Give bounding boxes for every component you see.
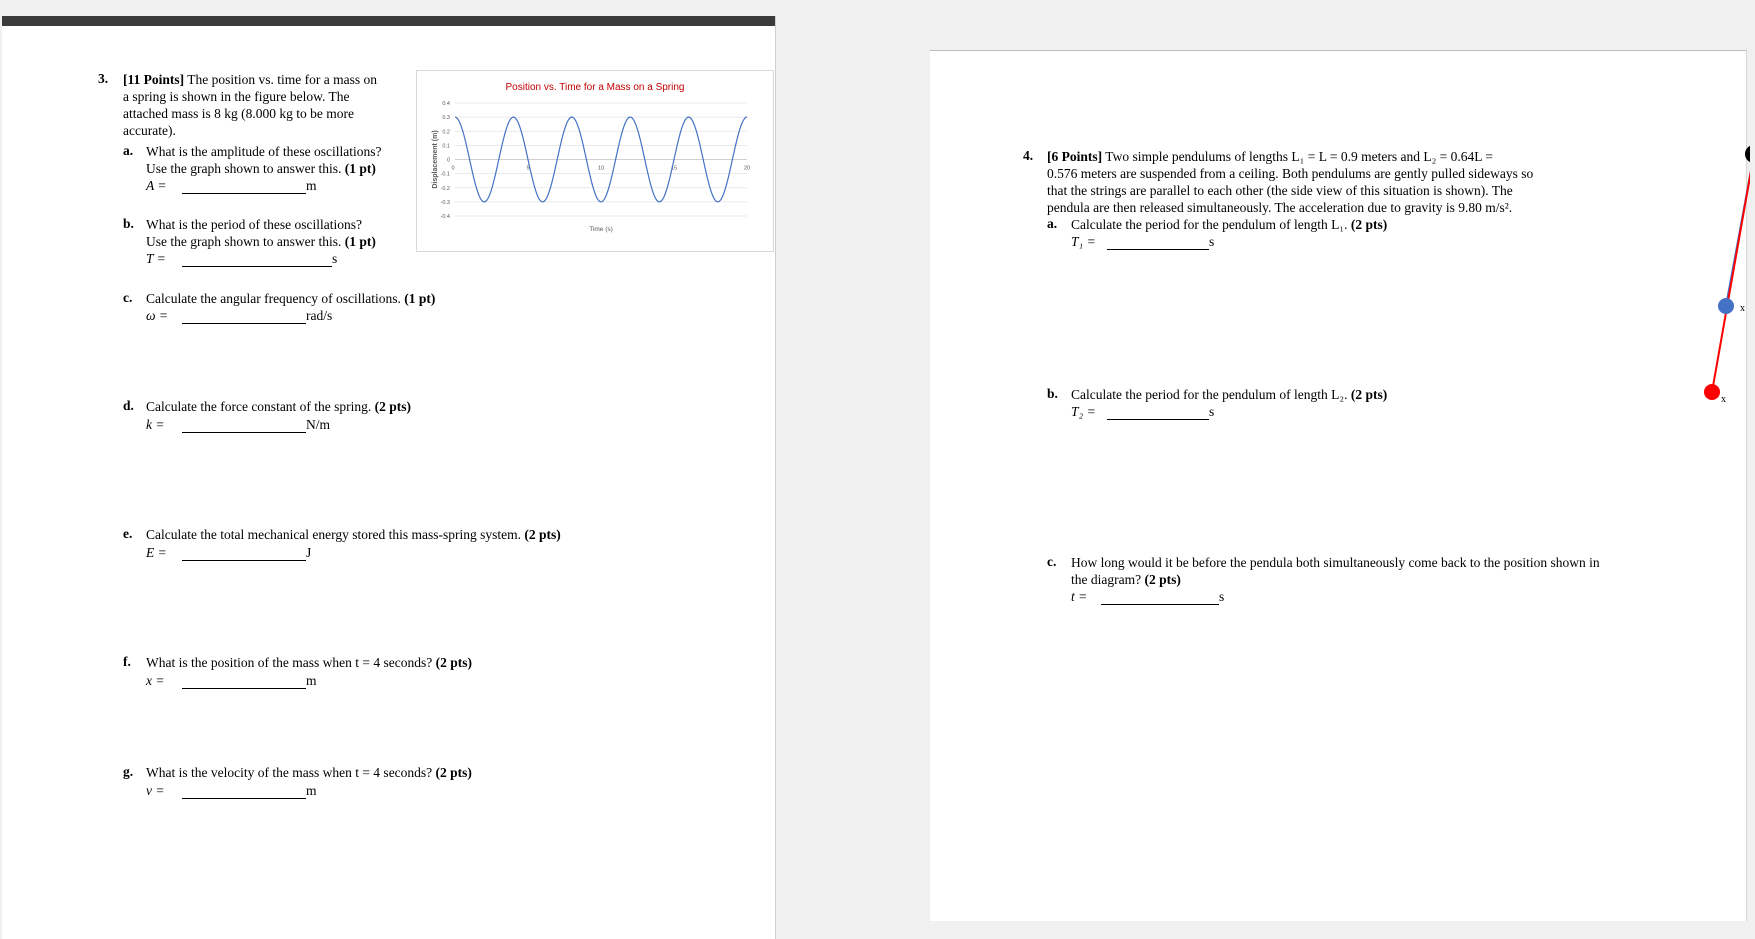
part-a-points: (1 pt) xyxy=(344,161,376,176)
answer-blank[interactable] xyxy=(1107,236,1209,250)
answer-unit: s xyxy=(1219,589,1225,604)
answer-blank[interactable] xyxy=(182,675,306,689)
answer-variable: x = xyxy=(146,673,165,688)
answer-unit: N/m xyxy=(306,417,331,432)
part-a-question xyxy=(146,143,381,177)
part-4b-points: (2 pts) xyxy=(1350,387,1388,402)
part-4c-answer xyxy=(1071,588,1224,605)
part-e-line1: Calculate the total mechanical energy stored this mass-spring system. xyxy=(146,527,522,542)
part-c-answer xyxy=(146,307,332,324)
part-b-points: (1 pt) xyxy=(344,234,376,249)
part-d-letter: d. xyxy=(123,398,134,413)
part-4b-answer xyxy=(1071,403,1214,420)
part-4a-answer xyxy=(1071,233,1214,250)
part-d-points: (2 pts) xyxy=(374,399,412,414)
answer-variable: T₁ = xyxy=(1071,234,1096,249)
answer-blank[interactable] xyxy=(1107,406,1209,420)
x-tick-label: 10 xyxy=(597,165,605,172)
answer-unit: s xyxy=(332,251,338,266)
part-4a-points: (2 pts) xyxy=(1350,217,1388,232)
answer-blank[interactable] xyxy=(182,310,306,324)
question-3-number: 3. xyxy=(98,71,109,86)
stem-line: Two simple pendulums of lengths L₁ = L = 0.9 meters and L₂ = 0.64L = xyxy=(1105,149,1494,164)
part-b-question xyxy=(146,216,376,250)
stem-line: accurate). xyxy=(123,123,176,138)
answer-variable: T₂ = xyxy=(1071,404,1096,419)
answer-variable: A = xyxy=(146,178,167,193)
answer-unit: s xyxy=(1209,404,1215,419)
part-d-line1: Calculate the force constant of the spring. xyxy=(146,399,372,414)
answer-variable: v = xyxy=(146,783,165,798)
part-e-letter: e. xyxy=(123,526,133,541)
part-4c-letter: c. xyxy=(1047,554,1057,569)
part-c-letter: c. xyxy=(123,290,133,305)
answer-blank[interactable] xyxy=(1101,591,1219,605)
x-tick-label: 0 xyxy=(451,165,455,172)
right-page xyxy=(930,50,1747,921)
stem-line: a spring is shown in the figure below. The xyxy=(123,89,350,104)
question-4-number: 4. xyxy=(1023,148,1034,163)
part-b-line2: Use the graph shown to answer this. xyxy=(146,234,342,249)
answer-blank[interactable] xyxy=(182,180,306,194)
part-f-points: (2 pts) xyxy=(435,655,472,670)
part-f-answer xyxy=(146,672,317,689)
position-time-chart xyxy=(416,70,774,252)
part-4c-line1: How long would it be before the pendula both simultaneously come back to the position shown in xyxy=(1071,555,1600,570)
answer-variable: T = xyxy=(146,251,166,266)
page-top-bar xyxy=(2,16,775,26)
part-e-answer xyxy=(146,544,311,561)
long-pendulum-bob xyxy=(1704,384,1720,400)
part-e-points: (2 pts) xyxy=(524,527,561,542)
part-g-question xyxy=(146,764,472,781)
answer-variable: E = xyxy=(146,545,167,560)
blue-bob-label: x xyxy=(1740,303,1745,314)
question-3-points: [11 Points] xyxy=(123,72,185,87)
pivot-point xyxy=(1745,145,1750,163)
answer-variable: ω = xyxy=(146,308,169,323)
part-c-points: (1 pt) xyxy=(404,291,436,306)
answer-blank[interactable] xyxy=(182,253,332,267)
y-tick-label: 0 xyxy=(446,157,450,164)
y-tick-label: 0.3 xyxy=(442,115,450,122)
long-pendulum-string xyxy=(1712,154,1750,392)
answer-variable: t = xyxy=(1071,589,1088,604)
part-c-line1: Calculate the angular frequency of oscillations. xyxy=(146,291,401,306)
chart-svg xyxy=(417,71,773,251)
answer-unit: s xyxy=(1209,234,1215,249)
pendulum-diagram xyxy=(1610,139,1750,419)
stem-line: pendula are then released simultaneously. The acceleration due to gravity is 9.80 m/s². xyxy=(1047,200,1513,215)
answer-blank[interactable] xyxy=(182,785,306,799)
part-f-line1: What is the position of the mass when t = 4 seconds? xyxy=(146,655,433,670)
part-f-letter: f. xyxy=(123,654,131,669)
stem-line: attached mass is 8 kg (8.000 kg to be more xyxy=(123,106,354,121)
question-4-points: [6 Points] xyxy=(1047,149,1103,164)
question-3-stem xyxy=(123,71,413,139)
part-b-answer xyxy=(146,250,337,267)
answer-blank[interactable] xyxy=(182,547,306,561)
y-tick-label: -0.2 xyxy=(440,185,450,192)
y-tick-label: 0.4 xyxy=(442,101,450,107)
stem-line: The position vs. time for a mass on xyxy=(187,72,378,87)
stem-line: that the strings are parallel to each other (the side view of this situation is shown). The xyxy=(1047,183,1513,198)
part-a-line2: Use the graph shown to answer this. xyxy=(146,161,342,176)
part-g-line1: What is the velocity of the mass when t = 4 seconds? xyxy=(146,765,433,780)
y-tick-label: 0.1 xyxy=(442,143,450,150)
y-tick-label: -0.4 xyxy=(440,214,450,220)
part-4b-question xyxy=(1071,386,1387,403)
answer-unit: J xyxy=(306,545,312,560)
red-bob-label: x xyxy=(1721,394,1726,405)
part-4c-points: (2 pts) xyxy=(1144,572,1181,587)
part-e-question xyxy=(146,526,561,543)
answer-unit: m xyxy=(306,673,317,688)
y-tick-label: -0.3 xyxy=(440,199,450,206)
part-g-points: (2 pts) xyxy=(435,765,472,780)
part-b-line1: What is the period of these oscillations? xyxy=(146,217,362,232)
part-4a-letter: a. xyxy=(1047,216,1058,231)
x-axis-label: Time (s) xyxy=(589,226,613,233)
part-4a-line1: Calculate the period for the pendulum of length L₁. xyxy=(1071,217,1348,232)
y-tick-label: 0.2 xyxy=(442,129,450,136)
left-page xyxy=(2,16,776,939)
part-a-letter: a. xyxy=(123,143,134,158)
part-4b-line1: Calculate the period for the pendulum of length L₂. xyxy=(1071,387,1348,402)
part-a-line1: What is the amplitude of these oscillations? xyxy=(146,144,382,159)
part-d-answer xyxy=(146,416,330,433)
y-tick-label: -0.1 xyxy=(440,171,450,178)
short-pendulum-bob xyxy=(1718,298,1734,314)
answer-unit: rad/s xyxy=(306,308,333,323)
part-g-letter: g. xyxy=(123,764,134,779)
answer-blank[interactable] xyxy=(182,419,306,433)
answer-unit: m xyxy=(306,783,317,798)
part-4c-line2: the diagram? xyxy=(1071,572,1142,587)
part-g-answer xyxy=(146,782,317,799)
answer-unit: m xyxy=(306,178,317,193)
x-tick-label: 20 xyxy=(743,165,751,172)
chart-title: Position vs. Time for a Mass on a Spring xyxy=(505,82,685,93)
part-b-letter: b. xyxy=(123,216,134,231)
y-axis-label: Displacement (m) xyxy=(432,130,439,189)
part-c-question xyxy=(146,290,435,307)
part-4a-question xyxy=(1071,216,1387,233)
part-4c-question xyxy=(1071,554,1691,588)
stem-line: 0.576 meters are suspended from a ceiling. Both pendulums are gently pulled sideways so xyxy=(1047,166,1534,181)
part-f-question xyxy=(146,654,472,671)
question-4-stem xyxy=(1047,148,1607,216)
part-a-answer xyxy=(146,177,317,194)
x-tick-label: 15 xyxy=(670,165,678,172)
answer-variable: k = xyxy=(146,417,165,432)
x-tick-label: 5 xyxy=(526,165,530,172)
part-4b-letter: b. xyxy=(1047,386,1058,401)
part-d-question xyxy=(146,398,411,415)
short-pendulum-string xyxy=(1726,154,1750,306)
